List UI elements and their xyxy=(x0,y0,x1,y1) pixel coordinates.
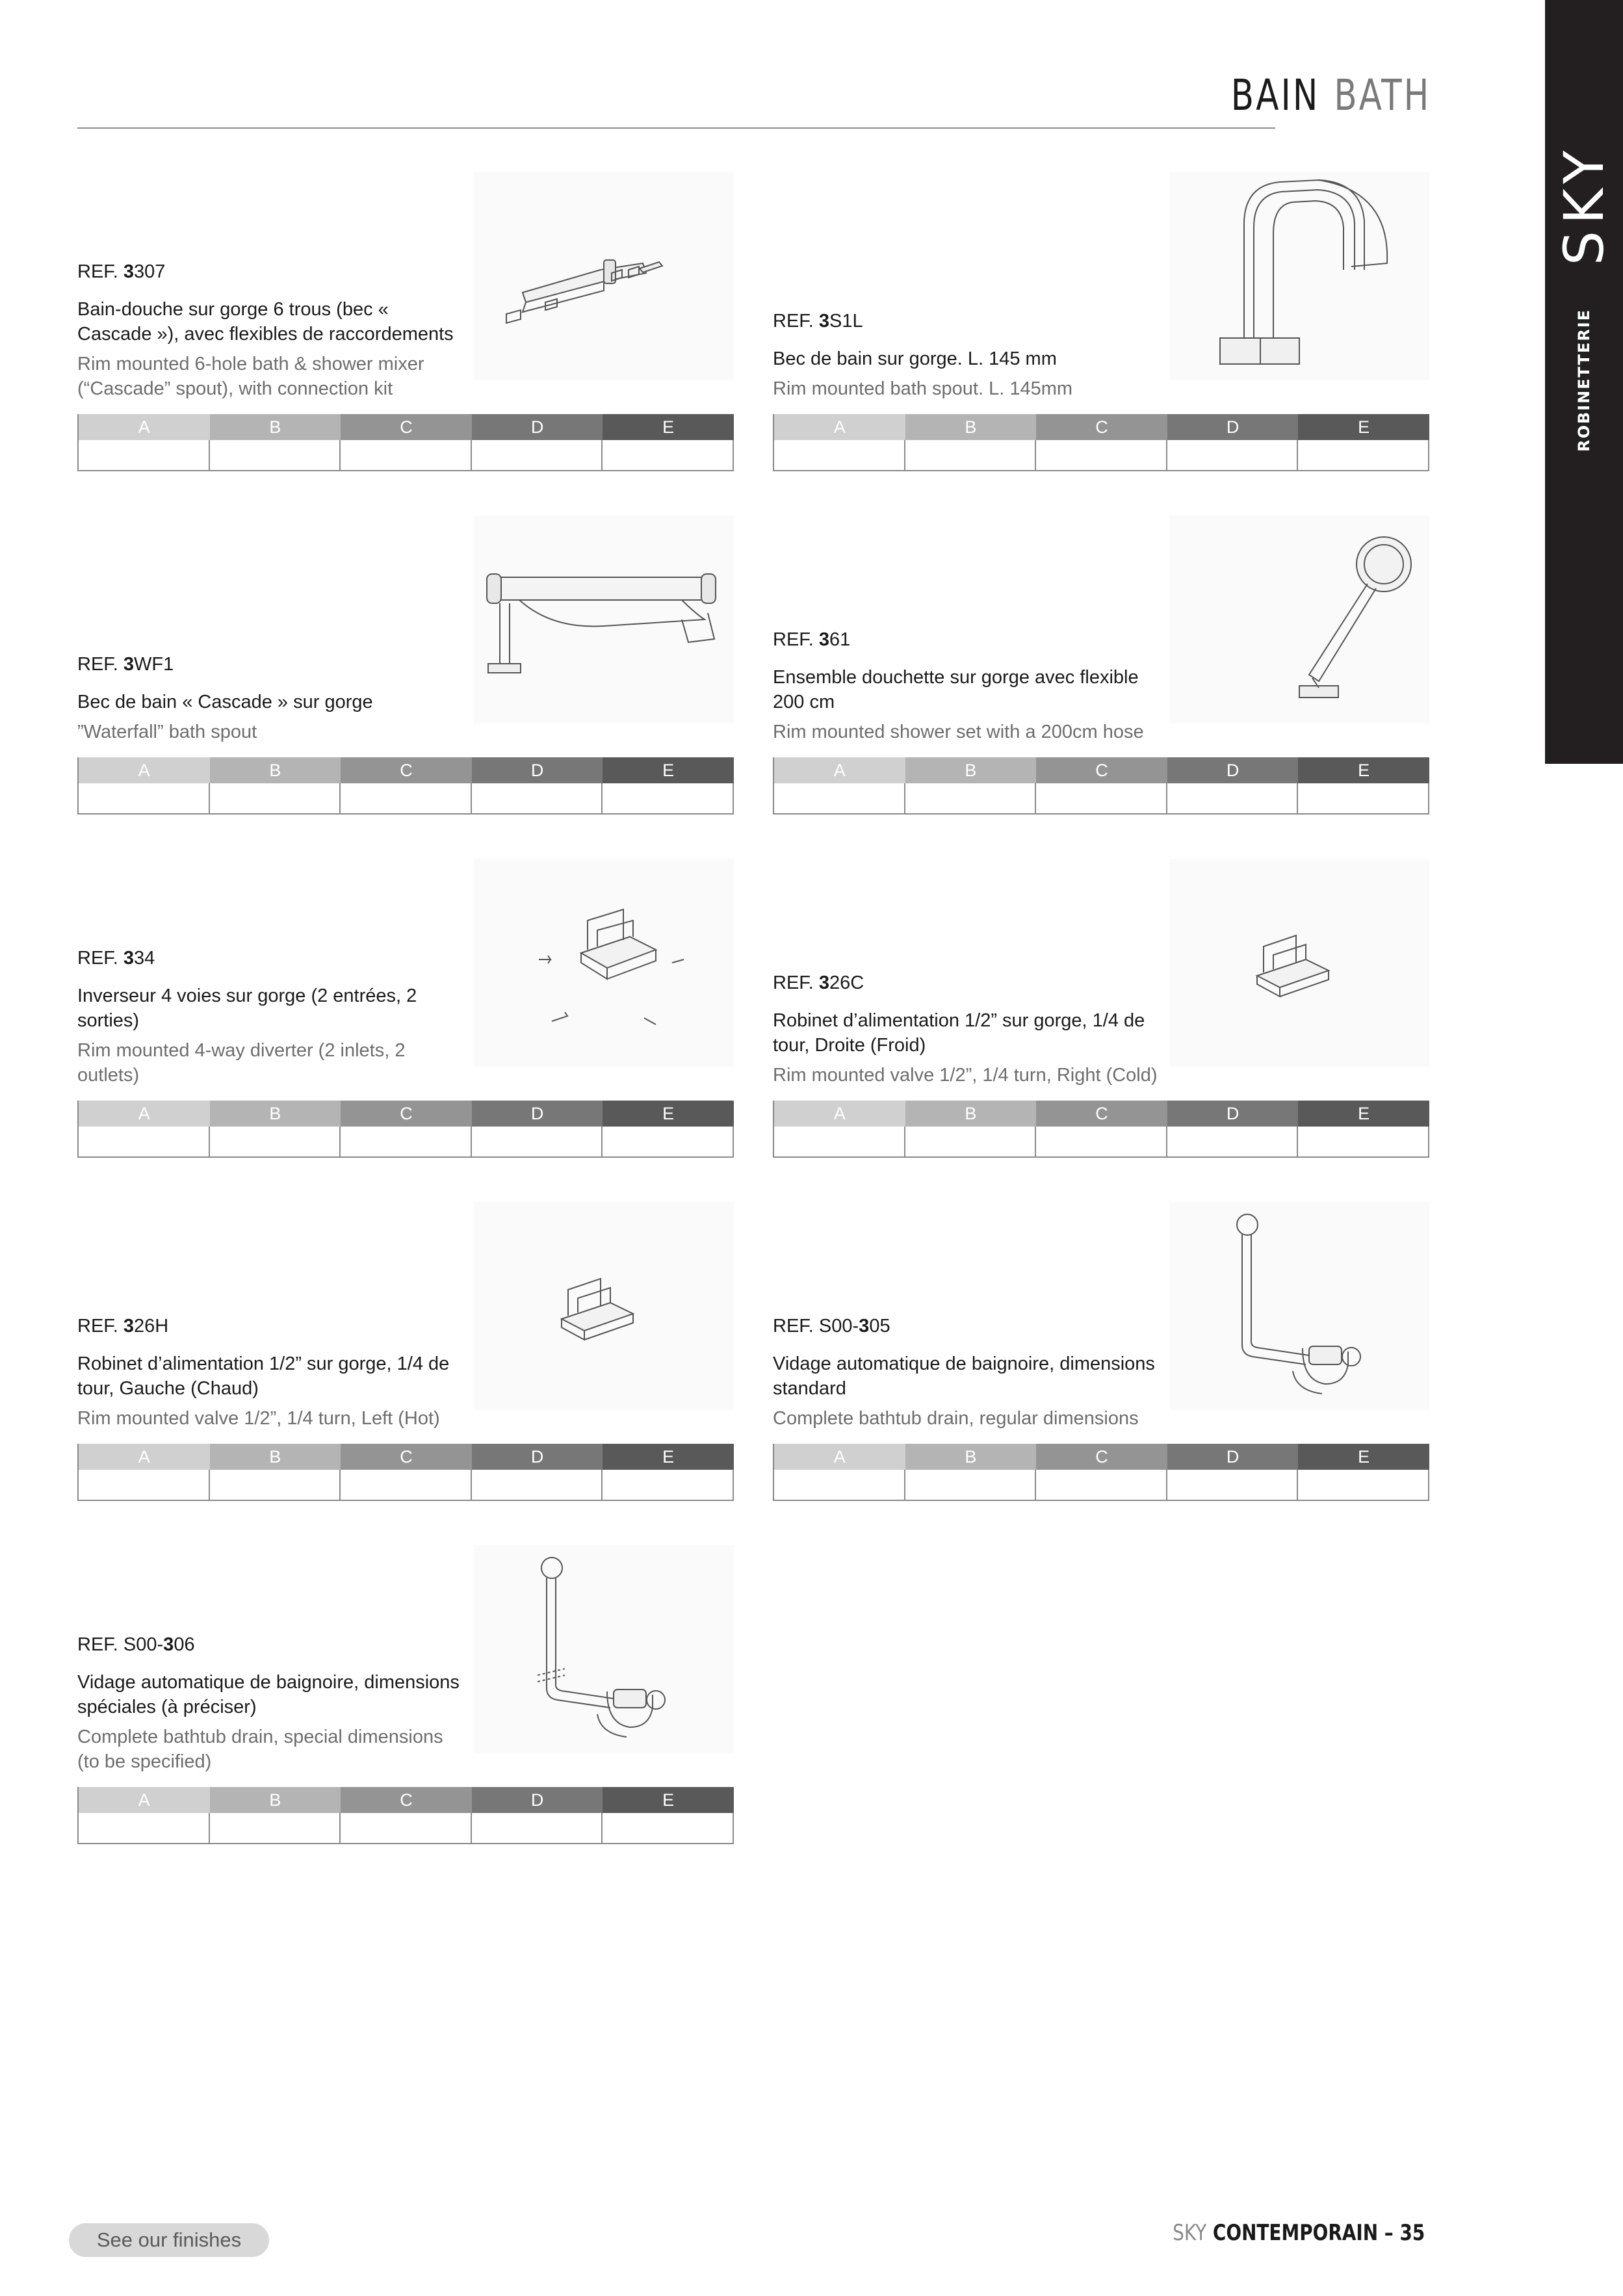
product-ref: REF. S00-305 xyxy=(773,1316,890,1337)
finish-cell-b[interactable] xyxy=(905,1470,1037,1500)
finish-table xyxy=(77,1101,734,1158)
product-card xyxy=(773,172,1429,471)
finish-cell-c[interactable] xyxy=(1036,783,1167,813)
finish-cell-c[interactable] xyxy=(341,1470,472,1500)
product-card xyxy=(77,172,734,471)
product-text xyxy=(773,972,1163,1088)
category-label: ROBINETTERIE xyxy=(1575,308,1593,452)
finish-header-b: B xyxy=(210,757,341,783)
finish-table xyxy=(77,414,734,471)
finish-header-d: D xyxy=(472,1101,603,1127)
finish-cell-e[interactable] xyxy=(1298,440,1429,470)
description-fr: Vidage automatique de baignoire, dimensions standard xyxy=(773,1353,1155,1399)
finish-cell-b[interactable] xyxy=(905,440,1037,470)
finish-table xyxy=(773,1101,1429,1158)
diverter-image xyxy=(474,859,734,1067)
finish-cell-a[interactable] xyxy=(79,440,210,470)
finish-cell-a[interactable] xyxy=(774,440,905,470)
product-text xyxy=(77,654,467,744)
finish-table xyxy=(773,414,1429,471)
finish-table xyxy=(773,1444,1429,1501)
bath-drain-special-image xyxy=(474,1545,734,1753)
footer-page-label: CONTEMPORAIN – 35 xyxy=(1206,2220,1425,2246)
side-tab xyxy=(1545,0,1623,764)
description-fr: Robinet d’alimentation 1/2” sur gorge, 1/4 de tour, Droite (Froid) xyxy=(773,1010,1145,1056)
product-ref: REF. 3S1L xyxy=(773,311,863,332)
description-en: Rim mounted valve 1/2”, 1/4 turn, Left (Hot) xyxy=(77,1408,440,1429)
finish-header-e: E xyxy=(603,1444,734,1470)
finish-header-e: E xyxy=(603,1787,734,1813)
finish-cell-c[interactable] xyxy=(1036,440,1167,470)
finish-table xyxy=(773,757,1429,815)
product-ref: REF. S00-306 xyxy=(77,1634,195,1655)
finish-cell-e[interactable] xyxy=(603,1470,734,1500)
finish-cell-c[interactable] xyxy=(341,783,472,813)
page-footer xyxy=(1173,2220,1425,2246)
product-text xyxy=(77,261,467,401)
finish-header-b: B xyxy=(905,757,1037,783)
product-text xyxy=(77,948,467,1088)
finish-cell-e[interactable] xyxy=(603,1813,734,1843)
finish-header-d: D xyxy=(472,1787,603,1813)
finish-cell-a[interactable] xyxy=(79,783,210,813)
finish-cell-a[interactable] xyxy=(774,1470,905,1500)
finish-header-a: A xyxy=(774,757,905,783)
header-divider xyxy=(77,127,1275,129)
finish-header-a: A xyxy=(79,1101,210,1127)
finish-cell-c[interactable] xyxy=(1036,1470,1167,1500)
finish-cell-e[interactable] xyxy=(603,440,734,470)
finish-cell-e[interactable] xyxy=(603,1127,734,1156)
cascade-mixer-image xyxy=(474,172,734,380)
title-en: BATH xyxy=(1334,70,1431,120)
description-en: Rim mounted 6-hole bath & shower mixer (“Cascade” spout), with connection kit xyxy=(77,354,424,399)
finish-table xyxy=(77,1444,734,1501)
finish-header-c: C xyxy=(341,414,472,440)
finish-cell-a[interactable] xyxy=(79,1813,210,1843)
finish-cell-c[interactable] xyxy=(341,440,472,470)
finish-table xyxy=(77,1787,734,1844)
finish-cell-e[interactable] xyxy=(1298,1470,1429,1500)
finish-cell-a[interactable] xyxy=(79,1470,210,1500)
description-en: Rim mounted shower set with a 200cm hose xyxy=(773,722,1144,742)
finish-cell-d[interactable] xyxy=(1167,440,1299,470)
description-fr: Ensemble douchette sur gorge avec flexible 200 cm xyxy=(773,667,1139,712)
description-en: Complete bathtub drain, regular dimensions xyxy=(773,1408,1139,1429)
valve-image xyxy=(474,1202,734,1410)
finish-header-c: C xyxy=(341,757,472,783)
description-en: Rim mounted valve 1/2”, 1/4 turn, Right (Cold) xyxy=(773,1065,1158,1086)
product-ref: REF. 3WF1 xyxy=(77,654,174,675)
finish-header-c: C xyxy=(1036,1444,1167,1470)
finish-cell-d[interactable] xyxy=(1167,783,1299,813)
finish-header-a: A xyxy=(774,1101,905,1127)
finish-header-a: A xyxy=(79,1787,210,1813)
title-fr: BAIN xyxy=(1231,70,1320,120)
finish-header-e: E xyxy=(603,414,734,440)
finish-cell-d[interactable] xyxy=(472,1813,603,1843)
finish-cell-b[interactable] xyxy=(210,1470,341,1500)
finish-header-e: E xyxy=(603,1101,734,1127)
collection-label: SKY xyxy=(1552,144,1616,266)
hand-shower-image xyxy=(1169,515,1429,724)
description-fr: Robinet d’alimentation 1/2” sur gorge, 1/4 de tour, Gauche (Chaud) xyxy=(77,1353,450,1399)
finish-header-d: D xyxy=(472,757,603,783)
finish-header-d: D xyxy=(1167,1444,1299,1470)
finish-header-d: D xyxy=(472,1444,603,1470)
finish-header-b: B xyxy=(905,1101,1037,1127)
product-ref: REF. 334 xyxy=(77,948,155,969)
finish-header-b: B xyxy=(905,414,1037,440)
footer-collection: SKY xyxy=(1172,2220,1206,2246)
finish-header-d: D xyxy=(1167,414,1299,440)
finish-header-d: D xyxy=(472,414,603,440)
finish-cell-c[interactable] xyxy=(341,1813,472,1843)
finish-header-e: E xyxy=(603,757,734,783)
product-text xyxy=(77,1634,467,1774)
product-card xyxy=(773,1202,1429,1501)
finish-cell-d[interactable] xyxy=(472,440,603,470)
product-card xyxy=(77,1545,734,1844)
waterfall-spout-image xyxy=(474,515,734,724)
description-fr: Vidage automatique de baignoire, dimensions spéciales (à préciser) xyxy=(77,1672,460,1717)
finish-header-c: C xyxy=(1036,1101,1167,1127)
finish-header-a: A xyxy=(79,1444,210,1470)
product-card xyxy=(773,515,1429,815)
valve-image xyxy=(1169,859,1429,1067)
finish-cell-c[interactable] xyxy=(341,1127,472,1156)
finish-table xyxy=(77,757,734,815)
product-card xyxy=(77,1202,734,1501)
finish-header-d: D xyxy=(1167,1101,1299,1127)
finish-cell-b[interactable] xyxy=(210,1813,341,1843)
product-text xyxy=(77,1316,467,1431)
product-ref: REF. 326H xyxy=(77,1316,169,1337)
finish-header-a: A xyxy=(79,757,210,783)
finish-header-a: A xyxy=(774,414,905,440)
finish-cell-b[interactable] xyxy=(210,440,341,470)
finish-header-b: B xyxy=(210,414,341,440)
finish-header-e: E xyxy=(1298,414,1429,440)
product-text xyxy=(773,1316,1163,1431)
description-en: Complete bathtub drain, special dimensions (to be specified) xyxy=(77,1727,443,1772)
finish-header-c: C xyxy=(341,1444,472,1470)
product-ref: REF. 326C xyxy=(773,972,864,993)
finish-cell-a[interactable] xyxy=(774,1127,905,1156)
product-text xyxy=(773,629,1163,744)
product-card xyxy=(77,515,734,815)
product-ref: REF. 3307 xyxy=(77,261,166,282)
bath-spout-image xyxy=(1169,172,1429,380)
finish-header-c: C xyxy=(341,1101,472,1127)
finish-cell-d[interactable] xyxy=(472,1470,603,1500)
finish-cell-b[interactable] xyxy=(905,1127,1037,1156)
finish-header-e: E xyxy=(1298,757,1429,783)
finish-header-c: C xyxy=(1036,757,1167,783)
description-fr: Bec de bain « Cascade » sur gorge xyxy=(77,692,373,712)
product-card xyxy=(77,859,734,1158)
finish-cell-b[interactable] xyxy=(210,783,341,813)
finish-cell-b[interactable] xyxy=(905,783,1037,813)
finish-header-b: B xyxy=(210,1101,341,1127)
finish-header-c: C xyxy=(341,1787,472,1813)
finish-header-c: C xyxy=(1036,414,1167,440)
finish-cell-c[interactable] xyxy=(1036,1127,1167,1156)
product-card xyxy=(773,859,1429,1158)
description-fr: Inverseur 4 voies sur gorge (2 entrées, 2 sorties) xyxy=(77,985,417,1031)
description-en: ”Waterfall” bath spout xyxy=(77,722,257,742)
finish-header-d: D xyxy=(1167,757,1299,783)
description-fr: Bain-douche sur gorge 6 trous (bec « Cascade »), avec flexibles de raccordements xyxy=(77,299,454,345)
finish-cell-d[interactable] xyxy=(1167,1127,1299,1156)
finish-header-e: E xyxy=(1298,1444,1429,1470)
finish-cell-d[interactable] xyxy=(1167,1470,1299,1500)
product-text xyxy=(773,311,1163,401)
product-ref: REF. 361 xyxy=(773,629,851,650)
finish-cell-a[interactable] xyxy=(79,1127,210,1156)
finish-cell-d[interactable] xyxy=(472,1127,603,1156)
finish-header-b: B xyxy=(210,1444,341,1470)
finish-cell-b[interactable] xyxy=(210,1127,341,1156)
finish-header-b: B xyxy=(905,1444,1037,1470)
finish-cell-e[interactable] xyxy=(1298,783,1429,813)
page-title xyxy=(1231,70,1431,120)
finish-cell-e[interactable] xyxy=(1298,1127,1429,1156)
description-fr: Bec de bain sur gorge. L. 145 mm xyxy=(773,348,1057,369)
finish-header-a: A xyxy=(79,414,210,440)
finish-header-b: B xyxy=(210,1787,341,1813)
finish-cell-a[interactable] xyxy=(774,783,905,813)
see-finishes-button[interactable]: See our finishes xyxy=(69,2223,269,2257)
finish-header-e: E xyxy=(1298,1101,1429,1127)
finish-header-a: A xyxy=(774,1444,905,1470)
description-en: Rim mounted bath spout. L. 145mm xyxy=(773,378,1073,399)
finish-cell-d[interactable] xyxy=(472,783,603,813)
description-en: Rim mounted 4-way diverter (2 inlets, 2 outlets) xyxy=(77,1040,406,1086)
finish-cell-e[interactable] xyxy=(603,783,734,813)
bath-drain-image xyxy=(1169,1202,1429,1410)
